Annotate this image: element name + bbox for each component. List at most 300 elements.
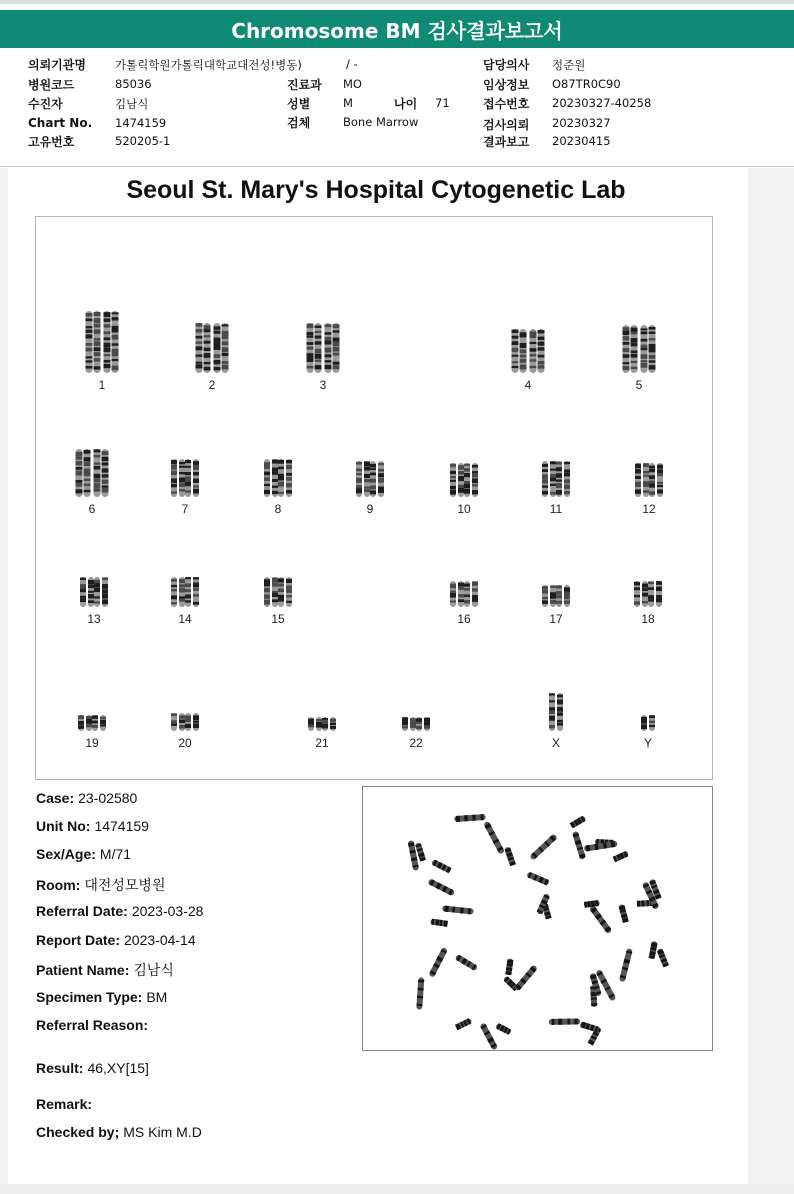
metaphase-band: [558, 1019, 562, 1025]
chromosome-band: [179, 462, 185, 464]
chromosome-band: [649, 327, 656, 330]
chromosome-band: [171, 602, 177, 604]
chromosome-band: [643, 463, 649, 467]
chromosome-band: [171, 460, 177, 464]
chromosome-band: [102, 589, 108, 593]
chromosome-band: [278, 467, 284, 470]
chromosome-band: [286, 465, 292, 469]
chromosome-band: [214, 338, 221, 342]
chromosome-band: [104, 312, 111, 317]
chromosome-band: [102, 480, 109, 484]
chromosome-band: [450, 593, 456, 598]
chromosome-band: [641, 724, 647, 729]
chromosome-band: [272, 591, 278, 594]
chromosome-band: [450, 591, 456, 593]
metaphase-chromosome: [483, 821, 505, 855]
chromosome-band: [512, 355, 519, 357]
chromosome-band: [94, 583, 100, 587]
metaphase-chromosome: [416, 977, 424, 1009]
chromosome-label-13: 13: [87, 612, 101, 626]
chromosome-band: [88, 594, 94, 598]
chromosome-band: [94, 474, 101, 479]
chromosome-pair-21: [308, 717, 336, 731]
metaphase-chromosome-body: [455, 954, 479, 971]
chromosome-label-3: 3: [319, 378, 327, 392]
chromosome-band: [204, 353, 211, 358]
chromosome-band: [102, 485, 109, 487]
chromosome-band: [185, 600, 191, 602]
chromosome-band: [92, 725, 98, 728]
chromosome-band: [631, 332, 638, 335]
metaphase-band: [595, 900, 599, 906]
chromosome-band: [278, 492, 284, 494]
chromosome-label-12: 12: [642, 502, 656, 516]
chromosome-band: [278, 460, 284, 464]
chromosome-band: [648, 587, 654, 590]
chromosome-band: [185, 460, 191, 463]
chromosome-band: [86, 724, 92, 728]
chromosome-band: [623, 331, 630, 335]
chromosome-band: [104, 364, 111, 368]
chromosome-band: [623, 336, 630, 340]
chromosome-band: [80, 596, 86, 599]
chromosome-band: [315, 360, 322, 362]
chromosome-band: [631, 343, 638, 346]
field-patient-name: Patient Name: 김남식: [36, 962, 174, 978]
metaphase-chromosome: [495, 1023, 512, 1036]
metaphase-band: [574, 1018, 578, 1024]
karyogram: [35, 216, 713, 780]
chromosome-pair-6: [76, 449, 109, 497]
chromosome-band: [272, 468, 278, 472]
chromosome-band: [278, 589, 284, 592]
chromosome-band: [550, 594, 556, 598]
chromosome-band: [464, 473, 470, 477]
chromosome-label-2: 2: [208, 378, 216, 392]
label-doctor: 담당의사: [483, 58, 530, 72]
chromosome-pair-13: [80, 577, 108, 607]
chromosome-band: [556, 483, 562, 488]
chromosome-band: [458, 465, 464, 469]
chromosome-band: [550, 600, 556, 604]
chromosome-band: [557, 720, 563, 722]
value-receipt-no: 20230327-40258: [552, 96, 652, 110]
chromosome-band: [464, 600, 470, 604]
chromosome-label-6: 6: [88, 502, 96, 516]
chromosome-band: [84, 490, 91, 493]
chromosome-band: [286, 473, 292, 476]
chromosome-band: [102, 488, 109, 493]
label-receipt-no: 접수번호: [483, 97, 530, 111]
chromosome-band: [364, 489, 370, 492]
chromosome-band: [171, 471, 177, 475]
chromosome-band: [76, 471, 83, 476]
field-result: Result: 46,XY[15]: [36, 1060, 149, 1076]
value-department: MO: [343, 77, 362, 91]
chromosome-band: [364, 461, 370, 466]
chromosome-label-17: 17: [549, 612, 563, 626]
chromosome-band: [370, 464, 376, 468]
chromosome-band: [402, 726, 408, 728]
chromosome-band: [472, 581, 478, 585]
chromosome-band: [550, 492, 556, 495]
chromosome-band: [649, 715, 655, 718]
chromosome-band: [643, 475, 649, 477]
lab-heading: Seoul St. Mary's Hospital Cytogenetic Lab: [126, 176, 626, 204]
chromosome-band: [416, 722, 422, 724]
chromosome-label-7: 7: [181, 502, 189, 516]
chromosome-band: [104, 354, 111, 356]
chromosome-band: [88, 591, 94, 593]
chromosome-band: [424, 718, 430, 722]
chromosome-band: [102, 584, 108, 589]
chromosome-band: [86, 334, 93, 338]
chromosome-band: [549, 716, 555, 721]
chromosome-band: [112, 326, 119, 329]
chromosome-band: [649, 355, 656, 359]
chromosome-pair-22: [402, 717, 430, 731]
chromosome-band: [649, 469, 655, 473]
chromosome-band: [222, 361, 229, 364]
chromosome-band: [264, 490, 270, 494]
chromosome-band: [635, 464, 641, 469]
chromosome-band: [641, 360, 648, 362]
chromosome-band: [458, 583, 464, 587]
chromosome-band: [94, 312, 101, 316]
chromosome-band: [520, 359, 527, 363]
metaphase-chromosome: [455, 1018, 472, 1031]
chromosome-band: [634, 601, 640, 604]
chromosome-band: [642, 593, 648, 597]
chromosome-pair-17: [542, 585, 570, 607]
metaphase-band: [456, 816, 460, 822]
chromosome-label-15: 15: [271, 612, 285, 626]
chromosome-band: [84, 484, 91, 487]
chromosome-band: [364, 474, 370, 478]
chromosome-band: [196, 323, 203, 326]
chromosome-band: [264, 472, 270, 476]
chromosome-band: [307, 342, 314, 345]
chromosome-band: [649, 344, 656, 348]
chromosome-band: [272, 582, 278, 586]
chromosome-band: [623, 348, 630, 352]
chromosome-band: [307, 347, 314, 350]
chromosome-band: [649, 484, 655, 488]
chromosome-band: [84, 462, 91, 466]
chromosome-band: [325, 348, 332, 353]
chromosome-band: [364, 467, 370, 471]
chromosome-band: [204, 341, 211, 344]
label-hospital-code: 병원코드: [28, 78, 75, 92]
chromosome-band: [657, 469, 663, 473]
chromosome-band: [378, 469, 384, 472]
chromosome-band: [643, 481, 649, 485]
chromosome-band: [214, 342, 221, 347]
metaphase-chromosome: [648, 941, 657, 960]
right-margin: [748, 168, 794, 1188]
chromosome-band: [333, 338, 340, 342]
chromosome-band: [179, 715, 185, 718]
chromosome-band: [325, 365, 332, 369]
chromosome-band: [356, 478, 362, 483]
chromosome-band: [356, 469, 362, 472]
metaphase-band: [637, 901, 640, 907]
chromosome-band: [264, 588, 270, 592]
chromosome-band: [322, 718, 328, 720]
chromosome-band: [364, 486, 370, 488]
bottom-margin: [0, 1184, 794, 1194]
chromosome-pair-9: [356, 461, 384, 497]
chromosome-label-Y: Y: [643, 736, 653, 750]
chromosome-band: [450, 490, 456, 495]
chromosome-band: [316, 725, 322, 727]
chromosome-band: [657, 465, 663, 469]
chromosome-band: [464, 595, 470, 597]
chromosome-band: [556, 591, 562, 595]
chromosome-band: [378, 473, 384, 477]
chromosome-band: [556, 479, 562, 481]
chromosome-band: [307, 353, 314, 357]
chromosome-band: [88, 585, 94, 588]
chromosome-band: [649, 332, 656, 334]
chromosome-band: [641, 354, 648, 359]
value-sex: M: [343, 96, 353, 110]
chromosome-band: [278, 482, 284, 487]
chromosome-band: [648, 595, 654, 599]
metaphase-chromosome: [430, 918, 448, 926]
chromosome-band: [222, 353, 229, 356]
chromosome-pair-4: [512, 329, 545, 373]
chromosome-band: [179, 466, 185, 468]
chromosome-band: [370, 473, 376, 476]
chromosome-band: [80, 599, 86, 602]
chromosome-band: [472, 599, 478, 602]
chromosome-band: [272, 578, 278, 583]
chromatid: [648, 581, 654, 607]
chromosome-band: [378, 488, 384, 492]
chromosome-band: [631, 350, 638, 353]
chromosome-band: [556, 601, 562, 604]
chromosome-band: [185, 724, 191, 728]
chromosome-band: [656, 581, 662, 585]
field-report-date: Report Date: 2023-04-14: [36, 932, 196, 948]
chromosome-band: [623, 366, 630, 370]
chromosome-band: [333, 362, 340, 365]
chromosome-band: [648, 599, 654, 601]
chromosome-band: [512, 330, 519, 333]
chromosome-band: [214, 367, 221, 370]
chromosome-band: [80, 584, 86, 589]
label-report-date: 결과보고: [483, 135, 530, 149]
metaphase-band: [591, 1003, 597, 1006]
chromosome-band: [550, 484, 556, 486]
chromosome-band: [193, 461, 199, 465]
chromosome-label-1: 1: [98, 378, 106, 392]
chromosome-band: [214, 326, 221, 329]
value-request-date: 20230327: [552, 116, 611, 130]
chromosome-band: [635, 483, 641, 486]
metaphase-band: [480, 814, 483, 820]
label-patient: 수진자: [28, 97, 63, 111]
chromosome-label-10: 10: [457, 502, 471, 516]
chromosome-band: [333, 342, 340, 347]
chromosome-pair-15: [264, 577, 292, 607]
chromosome-band: [642, 588, 648, 591]
field-room: Room: 대전성모병원: [36, 877, 166, 893]
metaphase-chromosome: [427, 878, 455, 896]
chromosome-band: [86, 343, 93, 346]
chromosome-band: [649, 348, 656, 353]
chromosome-band: [556, 467, 562, 471]
chromosome-band: [222, 342, 229, 346]
chromosome-band: [564, 469, 570, 472]
chromosome-band: [542, 597, 548, 599]
metaphase-band: [647, 900, 649, 906]
chromosome-band: [76, 457, 83, 460]
chromosome-band: [286, 460, 292, 463]
chromosome-band: [100, 717, 106, 719]
metaphase-chromosome: [618, 904, 629, 923]
chromosome-band: [286, 579, 292, 583]
metaphase-band: [641, 900, 644, 906]
chromosome-band: [315, 365, 322, 369]
chromosome-band: [370, 479, 376, 483]
chromosome-band: [286, 477, 292, 480]
chromosome-band: [656, 597, 662, 602]
chromosome-band: [76, 482, 83, 486]
chromosome-band: [193, 594, 199, 596]
chromosome-pair-8: [264, 459, 292, 497]
chromosome-band: [94, 330, 101, 334]
chromosome-band: [204, 367, 211, 370]
chromosome-band: [272, 491, 278, 494]
chromosome-band: [222, 324, 229, 326]
chromosome-band: [657, 482, 663, 484]
chromosome-band: [76, 461, 83, 465]
report-title: Chromosome BM 검사결과보고서: [0, 10, 794, 48]
chromosome-band: [564, 595, 570, 599]
chromosome-band: [458, 488, 464, 493]
metaphase-chromosome: [579, 1021, 599, 1032]
metaphase-band: [460, 907, 464, 913]
chromosome-band: [204, 329, 211, 332]
metaphase-chromosome: [613, 850, 630, 862]
chromosome-band: [564, 592, 570, 596]
chromosome-pair-20: [171, 713, 199, 731]
chromosome-band: [315, 326, 322, 328]
chromosome-band: [450, 471, 456, 474]
chromosome-band: [564, 587, 570, 592]
chromosome-band: [464, 588, 470, 591]
chromosome-band: [171, 585, 177, 587]
chromosome-band: [94, 318, 101, 323]
chromosome-band: [86, 356, 93, 358]
chromosome-band: [112, 359, 119, 361]
chromosome-band: [657, 490, 663, 494]
chromosome-band: [472, 465, 478, 468]
chromosome-label-9: 9: [366, 502, 374, 516]
chromosome-band: [634, 587, 640, 590]
value-specimen: Bone Marrow: [343, 115, 419, 129]
chromosome-band: [84, 479, 91, 481]
chromosome-band: [649, 338, 656, 340]
chromosome-band: [193, 479, 199, 483]
chromosome-band: [278, 584, 284, 587]
chromosome-band: [307, 357, 314, 362]
chromosome-band: [631, 367, 638, 369]
chromosome-band: [556, 462, 562, 465]
chromosome-band: [94, 358, 101, 361]
chromosome-band: [76, 467, 83, 470]
chromosome-band: [196, 362, 203, 364]
chromosome-band: [564, 600, 570, 603]
chromosome-band: [512, 348, 519, 352]
label-chart-no: Chart No.: [28, 116, 93, 130]
chromosome-band: [330, 726, 336, 729]
chromosome-band: [179, 588, 185, 593]
chromosome-band: [464, 583, 470, 586]
chromosome-band: [641, 363, 648, 368]
chromosome-band: [641, 331, 648, 334]
metaphase-chromosome: [428, 947, 448, 978]
chromosome-band: [643, 485, 649, 487]
chromosome-band: [530, 335, 537, 338]
chromosome-band: [564, 462, 570, 464]
label-request-date: 검사의뢰: [483, 118, 530, 132]
chromosome-band: [550, 585, 556, 587]
chromosome-band: [520, 365, 527, 370]
value-hospital-code: 85036: [115, 77, 152, 91]
chromosome-band: [222, 335, 229, 339]
chromosome-band: [315, 336, 322, 339]
chromosome-band: [214, 360, 221, 364]
chromosome-band: [370, 490, 376, 494]
field-referral-reason: Referral Reason:: [36, 1017, 149, 1033]
chromosome-band: [86, 360, 93, 362]
field-sex-age: Sex/Age: M/71: [36, 846, 132, 862]
chromosome-band: [424, 721, 430, 725]
chromosome-band: [542, 485, 548, 487]
chromosome-band: [100, 724, 106, 726]
chromosome-band: [520, 349, 527, 353]
chromosome-band: [631, 361, 638, 363]
chromosome-band: [530, 366, 537, 368]
chromosome-band: [193, 472, 199, 476]
chromosome-band: [102, 599, 108, 604]
chromosome-band: [286, 601, 292, 603]
chromosome-band: [333, 347, 340, 352]
chromosome-band: [649, 365, 656, 369]
metaphase-band: [418, 988, 424, 991]
chromosome-band: [308, 724, 314, 727]
chromosome-band: [278, 578, 284, 582]
chromosome-pair-14: [171, 577, 199, 607]
chromosome-band: [104, 324, 111, 327]
chromosome-band: [557, 707, 563, 712]
chromosome-band: [94, 596, 100, 598]
chromosome-band: [542, 474, 548, 479]
chromosome-band: [278, 476, 284, 481]
chromosome-band: [78, 725, 84, 728]
chromosome-band: [643, 471, 649, 474]
chromosome-band: [549, 700, 555, 702]
chromosome-band: [185, 719, 191, 722]
metaphase-band: [472, 815, 475, 821]
metaphase-spread-image: [362, 786, 713, 1051]
chromosome-band: [556, 473, 562, 477]
chromosome-band: [450, 486, 456, 489]
chromosome-band: [204, 348, 211, 351]
